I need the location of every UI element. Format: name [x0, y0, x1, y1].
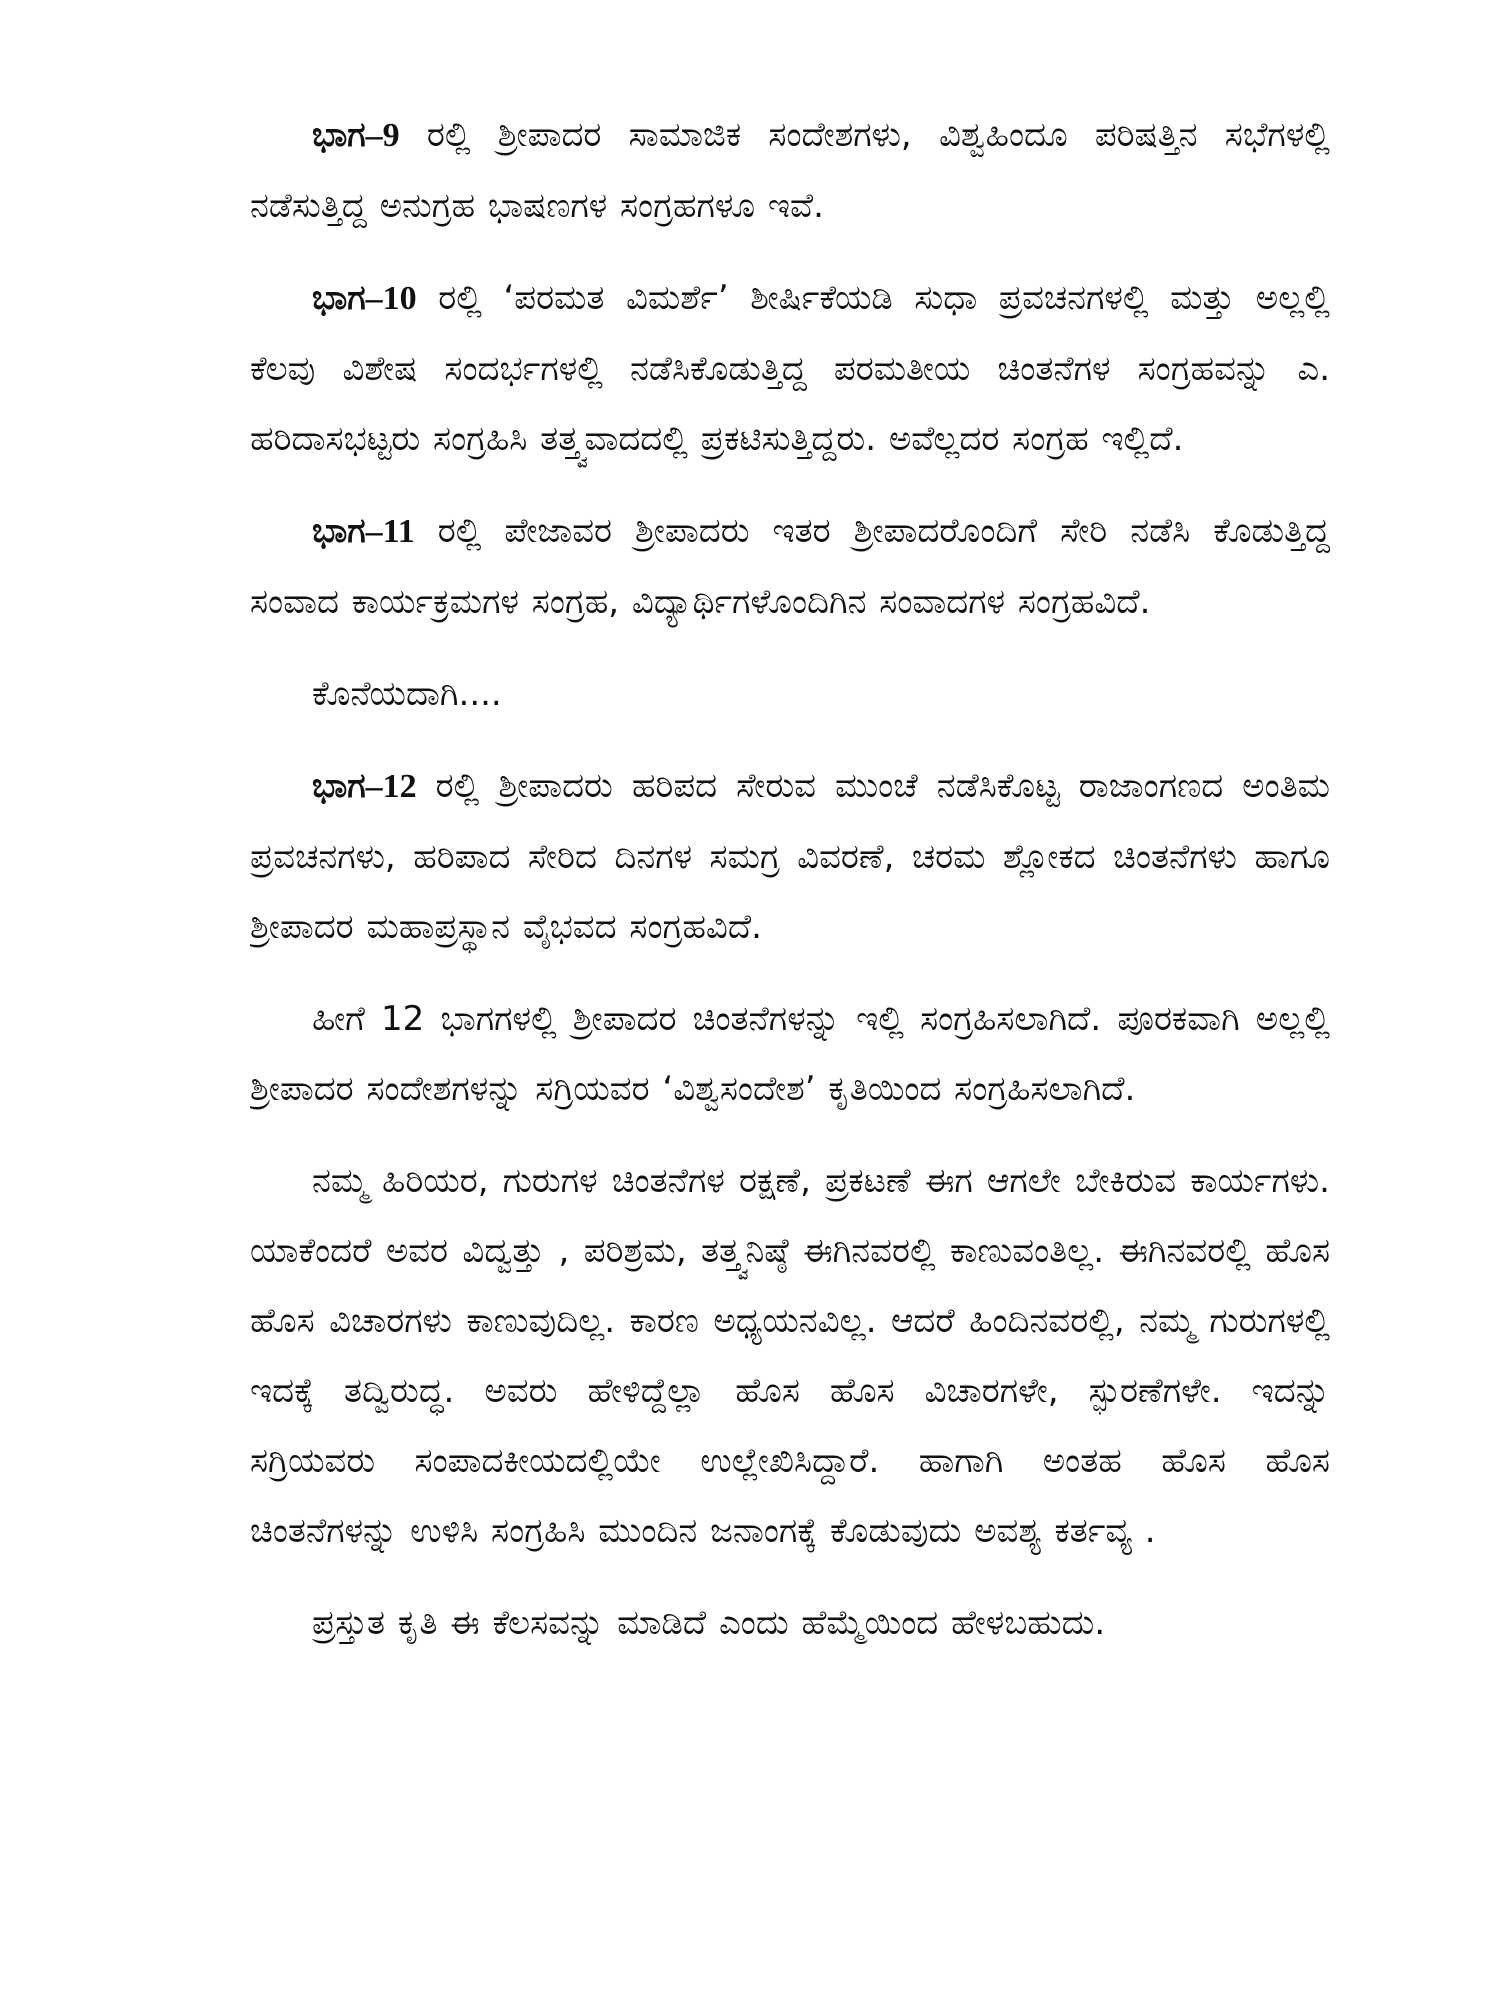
paragraph-text: ನಮ್ಮ ಹಿರಿಯರ, ಗುರುಗಳ ಚಿಂತನೆಗಳ ರಕ್ಷಣೆ, ಪ್ರಕಟಣೆ ಈಗ ಆಗಲೇ ಬೇಕಿರುವ ಕಾರ್ಯಗಳು. ಯಾಕೆಂದರೆ ಅವರ ವಿದ್ವತ್ತು , ಪರಿಶ್ರಮ, ತತ್ತ್ವನಿಷ್ಠೆ ಈಗಿನವರಲ್ಲಿ ಕಾಣುವಂತಿಲ್ಲ. ಈಗಿನವರಲ್ಲಿ ಹೊಸ ಹೊಸ ವಿಚಾರಗಳು ಕಾಣುವುದಿಲ್ಲ. ಕಾರಣ ಅಧ್ಯಯನವಿಲ್ಲ. ಆದರೆ ಹಿಂದಿನವರಲ್ಲಿ, ನಮ್ಮ ಗುರುಗಳಲ್ಲಿ ಇದಕ್ಕೆ ತದ್ವಿರುದ್ಧ. ಅವರು ಹೇಳಿದ್ದೆಲ್ಲಾ ಹೊಸ ಹೊಸ ವಿಚಾರಗಳೇ, ಸ್ಫುರಣೆಗಳೇ. ಇದನ್ನು ಸಗ್ರಿಯವರು ಸಂಪಾದಕೀಯದಲ್ಲಿಯೇ ಉಲ್ಲೇಖಿಸಿದ್ದಾರೆ. ಹಾಗಾಗಿ ಅಂತಹ ಹೊಸ ಹೊಸ ಚಿಂತನೆಗಳನ್ನು ಉಳಿಸಿ ಸಂಗ್ರಹಿಸಿ ಮುಂದಿನ ಜನಾಂಗಕ್ಕೆ ಕೊಡುವುದು ಅವಶ್ಯ ಕರ್ತವ್ಯ .: [250, 1161, 1330, 1551]
paragraph-finally: [250, 659, 1330, 729]
paragraph-lead: ಭಾಗ–10: [312, 280, 417, 317]
paragraph-text: ರಲ್ಲಿ ಪೇಜಾವರ ಶ್ರೀಪಾದರು ಇತರ ಶ್ರೀಪಾದರೊಂದಿಗೆ ಸೇರಿ ನಡೆಸಿ ಕೊಡುತ್ತಿದ್ದ ಸಂವಾದ ಕಾರ್ಯಕ್ರಮಗಳ ಸಂಗ್ರಹ, ವಿದ್ಯಾರ್ಥಿಗಳೊಂದಿಗಿನ ಸಂವಾದಗಳ ಸಂಗ್ರಹವಿದೆ.: [250, 511, 1330, 622]
paragraph-lead: ಭಾಗ–12: [312, 768, 417, 805]
paragraph-lead: ಭಾಗ–11: [312, 513, 415, 550]
paragraph-text: ರಲ್ಲಿ ‘ಪರಮತ ವಿಮರ್ಶೆ’ ಶೀರ್ಷಿಕೆಯಡಿ ಸುಧಾ ಪ್ರವಚನಗಳಲ್ಲಿ ಮತ್ತು ಅಲ್ಲಲ್ಲಿ ಕೆಲವು ವಿಶೇಷ ಸಂದರ್ಭಗಳಲ್ಲಿ ನಡೆಸಿಕೊಡುತ್ತಿದ್ದ ಪರಮತೀಯ ಚಿಂತನೆಗಳ ಸಂಗ್ರಹವನ್ನು ಎ. ಹರಿದಾಸಭಟ್ಟರು ಸಂಗ್ರಹಿಸಿ ತತ್ತ್ವವಾದದಲ್ಲಿ ಪ್ರಕಟಿಸುತ್ತಿದ್ದರು. ಅವೆಲ್ಲದರ ಸಂಗ್ರಹ ಇಲ್ಲಿದೆ.: [250, 278, 1330, 459]
paragraph-bhaga-11: [250, 496, 1330, 637]
paragraph-lead: ಭಾಗ–9: [312, 117, 400, 154]
paragraph-summary: [250, 984, 1330, 1124]
paragraph-bhaga-12: [250, 751, 1330, 962]
document-page: [250, 100, 1330, 1920]
paragraph-text: ಹೀಗೆ 12 ಭಾಗಗಳಲ್ಲಿ ಶ್ರೀಪಾದರ ಚಿಂತನೆಗಳನ್ನು ಇಲ್ಲಿ ಸಂಗ್ರಹಿಸಲಾಗಿದೆ. ಪೂರಕವಾಗಿ ಅಲ್ಲಲ್ಲಿ ಶ್ರೀಪಾದರ ಸಂದೇಶಗಳನ್ನು ಸಗ್ರಿಯವರ ‘ವಿಶ್ವಸಂದೇಶ’ ಕೃತಿಯಿಂದ ಸಂಗ್ರಹಿಸಲಾಗಿದೆ.: [250, 999, 1330, 1109]
paragraph-bhaga-10: [250, 263, 1330, 474]
paragraph-text: ಕೊನೆಯದಾಗಿ....: [312, 674, 502, 714]
paragraph-text: ರಲ್ಲಿ ಶ್ರೀಪಾದರು ಹರಿಪದ ಸೇರುವ ಮುಂಚೆ ನಡೆಸಿಕೊಟ್ಟ ರಾಜಾಂಗಣದ ಅಂತಿಮ ಪ್ರವಚನಗಳು, ಹರಿಪಾದ ಸೇರಿದ ದಿನಗಳ ಸಮಗ್ರ ವಿವರಣೆ, ಚರಮ ಶ್ಲೋಕದ ಚಿಂತನೆಗಳು ಹಾಗೂ ಶ್ರೀಪಾದರ ಮಹಾಪ್ರಸ್ಥಾನ ವೈಭವದ ಸಂಗ್ರಹವಿದೆ.: [250, 766, 1330, 947]
paragraph-bhaga-9: [250, 100, 1330, 241]
paragraph-text: ರಲ್ಲಿ ಶ್ರೀಪಾದರ ಸಾಮಾಜಿಕ ಸಂದೇಶಗಳು, ವಿಶ್ವಹಿಂದೂ ಪರಿಷತ್ತಿನ ಸಭೆಗಳಲ್ಲಿ ನಡೆಸುತ್ತಿದ್ದ ಅನುಗ್ರಹ ಭಾಷಣಗಳ ಸಂಗ್ರಹಗಳೂ ಇವೆ.: [250, 115, 1330, 226]
paragraph-text: ಪ್ರಸ್ತುತ ಕೃತಿ ಈ ಕೆಲಸವನ್ನು ಮಾಡಿದೆ ಎಂದು ಹೆಮ್ಮೆಯಿಂದ ಹೇಳಬಹುದು.: [312, 1603, 1106, 1643]
paragraph-importance: [250, 1146, 1330, 1566]
paragraph-conclusion: [250, 1588, 1330, 1658]
